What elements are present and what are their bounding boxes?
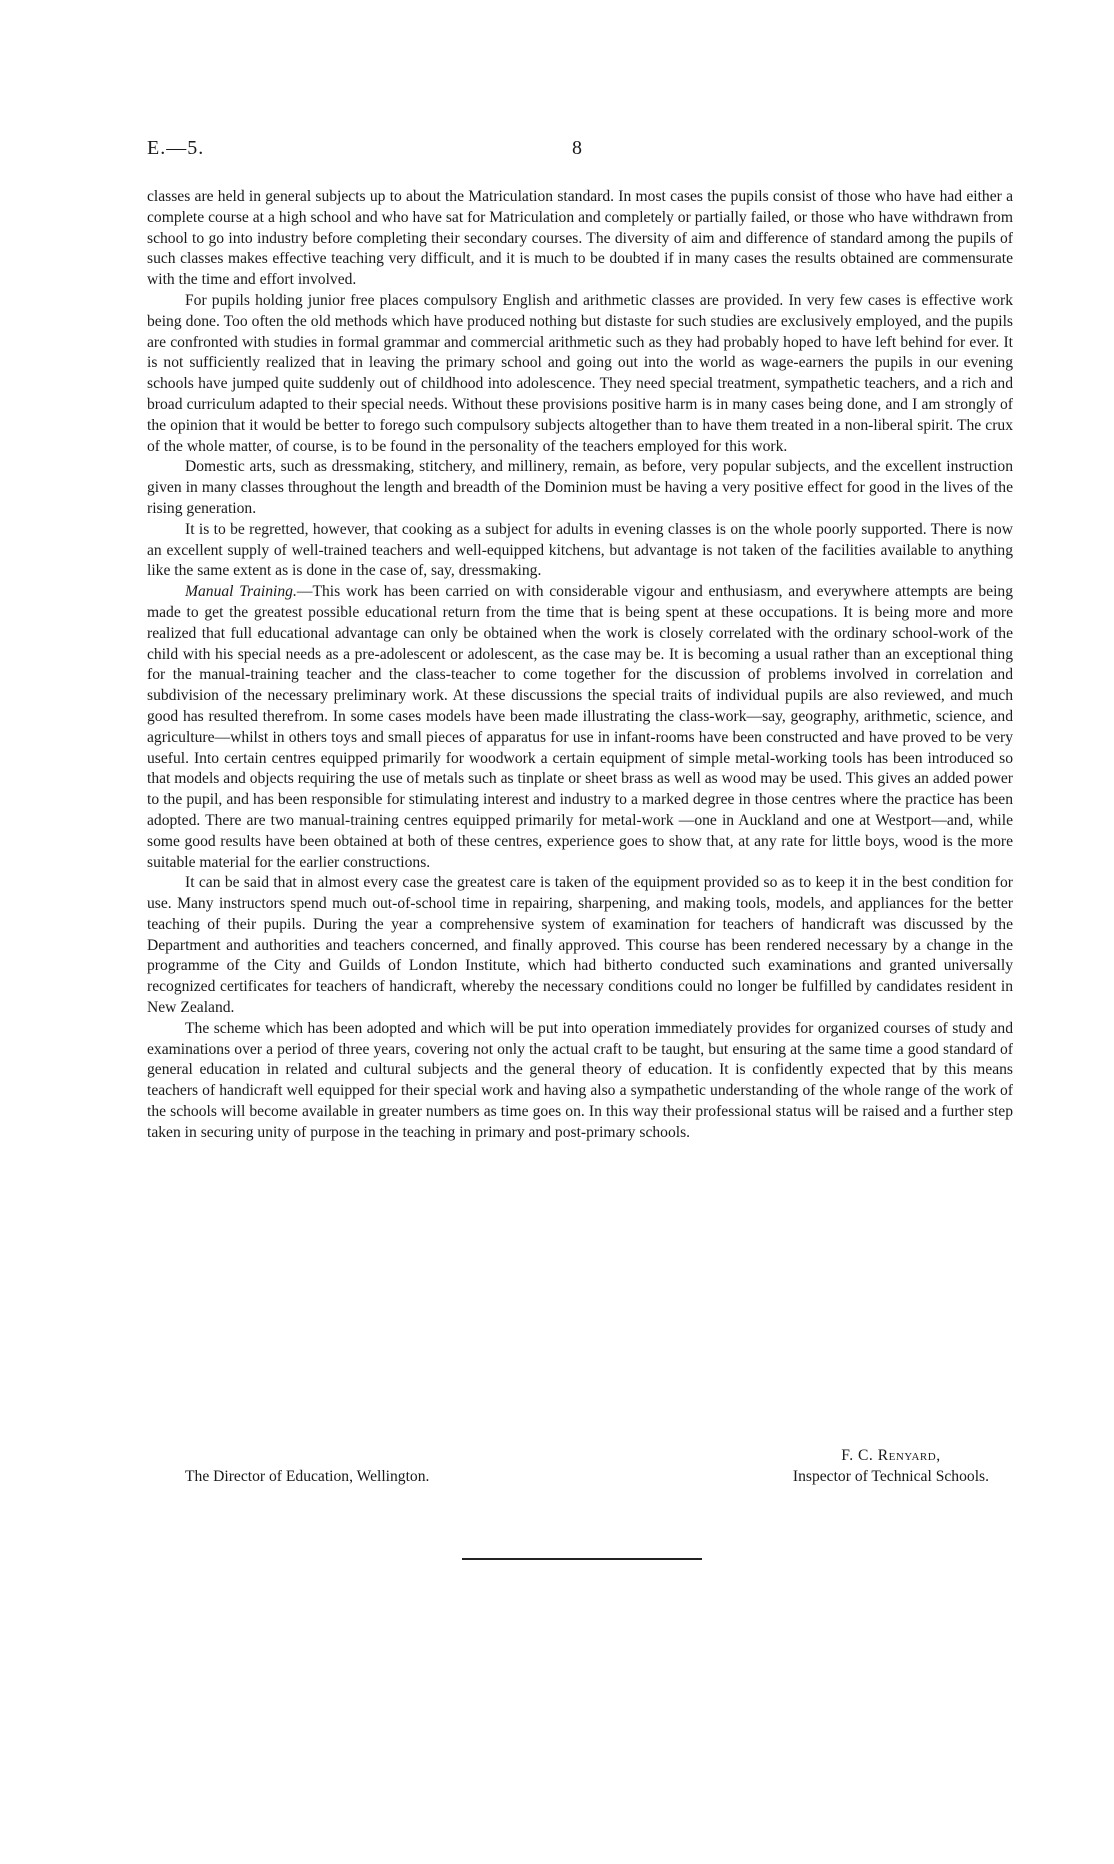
paragraph-manual-training — [147, 582, 1013, 873]
section-heading-manual-training: Manual Training. — [185, 583, 297, 601]
manual-training-text: —This work has been carried on with considerable vigour and enthusiasm, and everywhere attempts are being made to get the greatest possible educational return from the time that is being spent at these occupations. It is being more and more realized that full educational advantage can only be obtained when the work is closely correlated with the ordinary school-work of the child with his special needs as a pre-adolescent or adolescent, as the case may be. It is becoming a usual rather than an exceptional thing for the manual-training teacher and the class-teacher to come together for the discussion of problems involved in correlation and subdivision of the necessary preliminary work. At these discussions the special traits of individual pupils are also reviewed, and much good has resulted therefrom. In some cases models have been made illustrating the class-work—say, geography, arithmetic, science, and agriculture—whilst in others toys and small pieces of apparatus for use in infant-rooms have been constructed and have proved to be very useful. Into certain centres equipped primarily for woodwork a certain equipment of simple metal-working tools has been introduced so that models and objects requiring the use of metals such as tinplate or sheet brass as well as wood may be used. This gives an added power to the pupil, and has been responsible for stimulating interest and industry to a marked degree in those centres where the practice has been adopted. There are two manual-training centres equipped primarily for metal-work —one in Auckland and one at Westport—and, while some good results have been obtained at both of these centres, experience goes to show that, at any rate for little boys, wood is the more suitable material for the earlier constructions. — [147, 583, 1013, 871]
paragraph-evening-classes: classes are held in general subjects up to about the Matriculation standard. In most cases the pupils consist of those who have had either a complete course at a high school and who have sat for Matriculation and completely or partially failed, or those who have withdrawn from school to go into industry before completing their secondary courses. The diversity of aim and difference of standard among the pupils of such classes makes effective teaching very difficult, and it is much to be doubted if in many cases the results obtained are commensurate with the time and effort involved. — [147, 188, 1013, 289]
paragraph-domestic-arts: Domestic arts, such as dressmaking, stitchery, and millinery, remain, as before, very popular subjects, and the excellent instruction given in many classes throughout the length and breadth of the Dominion must be having a very positive effect for good in the lives of the rising generation. — [147, 458, 1013, 517]
signatory — [793, 1445, 989, 1487]
document-reference: E.—5. — [147, 137, 205, 159]
signature-block — [147, 1445, 1013, 1495]
paragraph-cooking: It is to be regretted, however, that cooking as a subject for adults in evening classes is on the whole poorly supported. There is now an excellent supply of well-trained teachers and well-equipped kitchens, but advantage is not taken of the facilities available to anything like the same extent as is done in the case of, say, dressmaking. — [147, 520, 1013, 580]
signatory-name: F. C. Renyard, — [841, 1447, 941, 1464]
page-number: 8 — [572, 137, 582, 159]
paragraph-junior-free-places: For pupils holding junior free places compulsory English and arithmetic classes are provided. In very few cases is effective work being done. Too often the old methods which have produced nothing but distaste for such studies are exclusively employed, and the pupils are confronted with studies in formal grammar and commercial arithmetic such as they had probably hoped to have left behind for ever. It is not sufficiently realized that in leaving the primary school and going out into the world as wage-earners the pupils in our evening schools have jumped quite suddenly out of childhood into adolescence. They need special treatment, sympathetic teachers, and a rich and broad curriculum adapted to their special needs. Without these provisions positive harm is in many cases being done, and I am strongly of the opinion that it would be better to forego such compulsory subjects altogether than to have them treated in a non-liberal spirit. The crux of the whole matter, of course, is to be found in the personality of the teachers employed for this work. — [147, 291, 1013, 455]
report-body — [147, 187, 1013, 1144]
addressee: The Director of Education, Wellington. — [185, 1468, 430, 1485]
end-rule — [462, 1558, 702, 1560]
paragraph-equipment-care: It can be said that in almost every case the greatest care is taken of the equipment provided so as to keep it in the best condition for use. Many instructors spend much out-of-school time in repairing, sharpening, and making tools, models, and appliances for the better teaching of their pupils. During the year a comprehensive system of examination for teachers of handicraft was discussed by the Department and authorities and teachers concerned, and finally approved. This course has been rendered necessary by a change in the programme of the City and Guilds of London Institute, which had bitherto conducted such examinations and granted universally recognized certificates for teachers of handicraft, whereby the necessary conditions could no longer be fulfilled by candidates resident in New Zealand. — [147, 874, 1013, 1017]
page-header — [147, 137, 1007, 167]
paragraph-examination-scheme: The scheme which has been adopted and which will be put into operation immediately provides for organized courses of study and examinations over a period of three years, covering not only the actual craft to be taught, but ensuring at the same time a good standard of general education in related and cultural subjects and the general theory of education. It is confidently expected that by this means teachers of handicraft well equipped for their special work and having also a sympathetic understanding of the whole range of the work of the schools will become available in greater numbers as time goes on. In this way their professional status will be raised and a further step taken in securing unity of purpose in the teaching in primary and post-primary schools. — [147, 1019, 1013, 1141]
signatory-title: Inspector of Technical Schools. — [792, 1468, 989, 1485]
